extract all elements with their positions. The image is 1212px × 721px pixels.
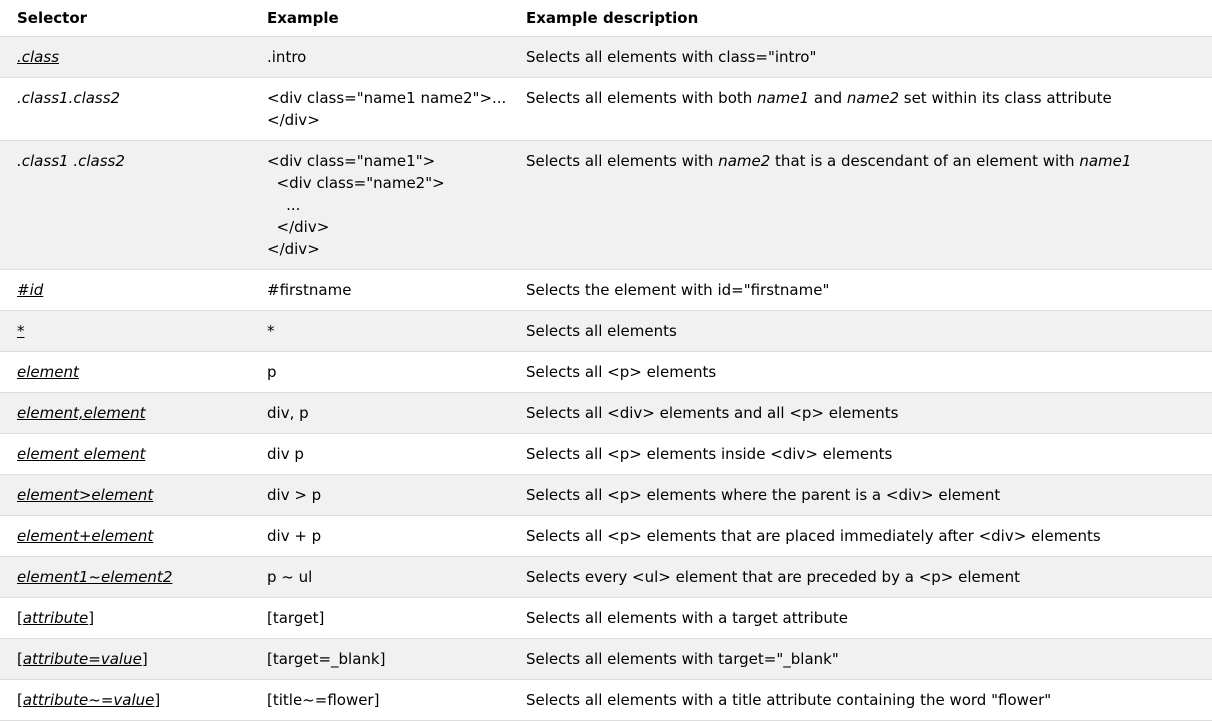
example-cell: [title~=flower] <box>250 680 509 721</box>
selector-cell <box>0 557 250 598</box>
description-emphasis: name2 <box>718 152 771 170</box>
selector-cell <box>0 639 250 680</box>
table-row <box>0 37 1212 78</box>
selector-link[interactable]: attribute=value <box>22 650 142 668</box>
selector-cell <box>0 270 250 311</box>
table-row <box>0 352 1212 393</box>
selector-link[interactable]: element1~element2 <box>17 568 173 586</box>
table-row <box>0 598 1212 639</box>
description-text: Selects all elements with both <box>526 89 758 107</box>
table-row <box>0 639 1212 680</box>
selector-link[interactable]: .class <box>17 48 60 66</box>
selector-cell <box>0 78 250 141</box>
selector-link[interactable]: element,element <box>17 404 146 422</box>
selector-text: .class1.class2 <box>17 89 121 107</box>
description-text: and <box>809 89 847 107</box>
description-cell: Selects the element with id="firstname" <box>509 270 1212 311</box>
description-cell: Selects all elements with target="_blank" <box>509 639 1212 680</box>
description-cell <box>509 141 1212 270</box>
description-emphasis: name2 <box>846 89 899 107</box>
bracket-open: [ <box>17 609 23 627</box>
bracket-close: ] <box>141 650 148 668</box>
example-cell: div p <box>250 434 509 475</box>
description-emphasis: name1 <box>1079 152 1132 170</box>
selector-cell <box>0 475 250 516</box>
header-example: Example <box>250 0 509 37</box>
example-cell: [target=_blank] <box>250 639 509 680</box>
description-cell: Selects all elements with a target attribute <box>509 598 1212 639</box>
bracket-close: ] <box>88 609 95 627</box>
header-selector: Selector <box>0 0 250 37</box>
description-cell: Selects all <p> elements that are placed immediately after <div> elements <box>509 516 1212 557</box>
table-row <box>0 311 1212 352</box>
selector-link[interactable]: attribute~=value <box>22 691 155 709</box>
selector-link[interactable]: * <box>17 322 25 340</box>
selector-cell <box>0 311 250 352</box>
example-cell: #firstname <box>250 270 509 311</box>
description-cell: Selects all elements with a title attribute containing the word "flower" <box>509 680 1212 721</box>
example-cell: [target] <box>250 598 509 639</box>
selector-cell <box>0 352 250 393</box>
example-cell: div > p <box>250 475 509 516</box>
table-row <box>0 270 1212 311</box>
description-cell: Selects all <div> elements and all <p> elements <box>509 393 1212 434</box>
bracket-open: [ <box>17 691 23 709</box>
description-cell: Selects all <p> elements inside <div> elements <box>509 434 1212 475</box>
selector-link[interactable]: #id <box>17 281 44 299</box>
table-row <box>0 78 1212 141</box>
table-row <box>0 434 1212 475</box>
description-cell: Selects all elements with class="intro" <box>509 37 1212 78</box>
bracket-open: [ <box>17 650 23 668</box>
table-row <box>0 393 1212 434</box>
description-cell: Selects all <p> elements <box>509 352 1212 393</box>
selector-link[interactable]: element <box>17 363 79 381</box>
description-text: Selects all elements with <box>526 152 719 170</box>
selector-cell <box>0 680 250 721</box>
table-header-row <box>0 0 1212 37</box>
selector-cell <box>0 516 250 557</box>
description-text: set within its class attribute <box>899 89 1112 107</box>
table-row <box>0 680 1212 721</box>
example-cell: <div class="name1 name2">... </div> <box>250 78 509 141</box>
header-description: Example description <box>509 0 1212 37</box>
description-cell <box>509 78 1212 141</box>
example-cell: p <box>250 352 509 393</box>
selector-text: .class1 .class2 <box>17 152 125 170</box>
selector-cell <box>0 598 250 639</box>
description-cell: Selects every <ul> element that are preceded by a <p> element <box>509 557 1212 598</box>
selector-cell <box>0 393 250 434</box>
table-row <box>0 557 1212 598</box>
example-cell: p ~ ul <box>250 557 509 598</box>
selector-link[interactable]: element>element <box>17 486 154 504</box>
description-cell: Selects all <p> elements where the parent is a <div> element <box>509 475 1212 516</box>
example-cell: * <box>250 311 509 352</box>
selector-link[interactable]: attribute <box>22 609 89 627</box>
example-cell: .intro <box>250 37 509 78</box>
table-row <box>0 475 1212 516</box>
selector-cell <box>0 434 250 475</box>
description-text: that is a descendant of an element with <box>770 152 1080 170</box>
selector-link[interactable]: element+element <box>17 527 154 545</box>
bracket-close: ] <box>154 691 161 709</box>
example-cell: <div class="name1"> <div class="name2"> ... </div> </div> <box>250 141 509 270</box>
example-cell: div + p <box>250 516 509 557</box>
selector-link[interactable]: element element <box>17 445 146 463</box>
selector-cell <box>0 141 250 270</box>
table-row <box>0 516 1212 557</box>
selector-cell <box>0 37 250 78</box>
example-cell: div, p <box>250 393 509 434</box>
table-row <box>0 141 1212 270</box>
description-emphasis: name1 <box>757 89 810 107</box>
description-cell: Selects all elements <box>509 311 1212 352</box>
